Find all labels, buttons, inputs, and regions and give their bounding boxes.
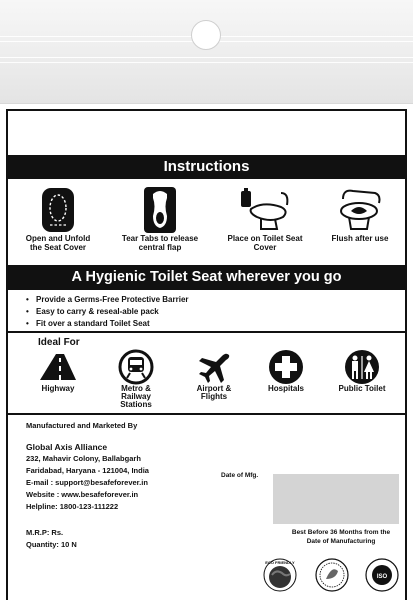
badge-text: ECO FRIENDLY bbox=[265, 560, 295, 565]
use-caption: Railway bbox=[121, 392, 151, 401]
tear-flap-icon bbox=[143, 186, 177, 234]
place-cover-icon bbox=[237, 187, 293, 233]
date-of-mfg-box bbox=[273, 474, 399, 524]
step-item bbox=[10, 185, 106, 263]
tagline-banner: A Hygienic Toilet Seat wherever you go bbox=[8, 265, 405, 290]
step-caption: Tear Tabs to release bbox=[121, 234, 199, 243]
step-caption: Place on Toilet Seat bbox=[227, 234, 303, 243]
address-line: 232, Mahavir Colony, Ballabgarh bbox=[26, 454, 141, 463]
manufacturer-heading: Manufactured and Marketed By bbox=[26, 421, 138, 430]
iso-certified-badge-icon bbox=[364, 557, 400, 593]
airplane-icon bbox=[196, 350, 232, 384]
helpline-line: Helpline: 1800-123-111222 bbox=[26, 502, 119, 511]
use-item bbox=[104, 349, 168, 409]
certification-badges bbox=[262, 557, 402, 597]
address-line: Faridabad, Haryana - 121004, India bbox=[26, 466, 149, 475]
email-line: E-mail : support@besafeforever.in bbox=[26, 478, 148, 487]
public-toilet-icon bbox=[343, 349, 381, 385]
ideal-for-list bbox=[8, 349, 405, 413]
use-caption: Metro & bbox=[121, 384, 151, 393]
list-item: • Fit over a standard Toilet Seat bbox=[26, 318, 396, 330]
step-item bbox=[220, 185, 310, 263]
best-before-line: Best Before 36 Months from the bbox=[291, 529, 391, 536]
manufacturer-info bbox=[26, 421, 226, 551]
step-caption: central flap bbox=[138, 242, 182, 252]
use-caption: Stations bbox=[120, 400, 152, 409]
divider bbox=[8, 413, 405, 415]
zip-ridge bbox=[0, 62, 413, 63]
list-item: • Easy to carry & reseal-able pack bbox=[26, 306, 396, 318]
best-before-line: Date of Manufacturing bbox=[306, 537, 376, 545]
badge-text: ISO bbox=[376, 574, 388, 580]
website-line: Website : www.besafeforever.in bbox=[26, 490, 139, 499]
step-caption: Flush after use bbox=[331, 234, 389, 243]
zip-ridge bbox=[0, 57, 413, 58]
use-item bbox=[182, 349, 246, 401]
best-before-text bbox=[278, 529, 404, 546]
use-caption: Airport & bbox=[196, 384, 232, 393]
hospital-icon bbox=[268, 349, 304, 385]
mrp-line: M.R.P: Rs. bbox=[26, 528, 64, 537]
use-caption: Hospitals bbox=[267, 384, 304, 393]
list-item: • Provide a Germs-Free Protective Barrier bbox=[26, 294, 396, 306]
seat-cover-icon bbox=[41, 187, 75, 233]
step-caption: the Seat Cover bbox=[29, 242, 87, 252]
eco-friendly-badge-icon bbox=[262, 557, 298, 593]
use-item bbox=[26, 349, 90, 393]
use-item bbox=[326, 349, 398, 393]
step-caption: Open and Unfold bbox=[25, 234, 91, 243]
quantity-line: Quantity: 10 N bbox=[26, 540, 77, 549]
use-caption: Public Toilet bbox=[338, 384, 386, 393]
company-name: Global Axis Alliance bbox=[26, 442, 108, 452]
pouch-zip-header bbox=[0, 0, 413, 104]
biodegradable-badge-icon bbox=[314, 557, 350, 593]
instruction-steps bbox=[8, 185, 405, 263]
highway-icon bbox=[38, 350, 78, 384]
instructions-heading: Instructions bbox=[8, 155, 405, 179]
step-item bbox=[112, 185, 208, 263]
date-of-mfg-label: Date of Mfg. bbox=[221, 472, 259, 479]
use-item bbox=[254, 349, 318, 393]
features-list bbox=[26, 294, 396, 330]
step-caption: Cover bbox=[253, 242, 277, 252]
step-item bbox=[318, 185, 402, 263]
use-caption: Highway bbox=[41, 384, 75, 393]
hang-hole bbox=[191, 20, 221, 50]
ideal-for-heading: Ideal For bbox=[38, 337, 80, 348]
use-caption: Flights bbox=[200, 392, 228, 401]
metro-icon bbox=[118, 349, 154, 385]
product-label bbox=[6, 109, 407, 600]
flush-icon bbox=[335, 187, 385, 233]
divider bbox=[8, 331, 405, 333]
